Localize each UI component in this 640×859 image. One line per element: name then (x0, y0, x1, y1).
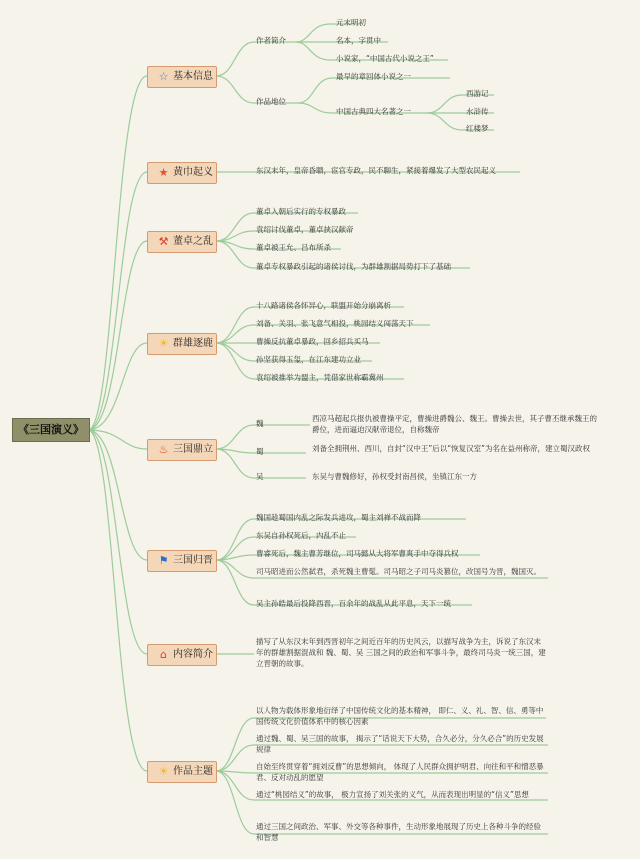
leaf-text: 吴主孙皓最后投降西晋，百余年的战乱从此平息，天下一统 (256, 599, 451, 608)
leaf-text: 东吴自孙权死后，内乱不止 (256, 531, 346, 540)
node-wei: 魏 (256, 419, 264, 428)
tools-icon: ⚒ (158, 235, 169, 248)
branch-unification (147, 550, 217, 572)
branch-label: 基本信息 (173, 71, 213, 82)
branch-yellow-turban (147, 162, 217, 184)
flag-icon: ⚑ (158, 554, 169, 567)
leaf-text: 刘备全拥荆州、西川，自封“汉中王”后以“恢复汉室”为名在益州称帝，建立蜀汉政权 (312, 444, 591, 453)
branch-basic-info (147, 66, 217, 88)
leaf-text: 西凉马超起兵报仇被曹操平定，曹操进爵魏公、魏王。曹操去世，其子曹丕继承魏王的爵位，进而逼迫汉献帝退位，自称魏帝 (312, 414, 597, 434)
leaf-text: 最早的章回体小说之一 (336, 72, 411, 81)
branch-dong-zhuo (147, 231, 217, 253)
leaf-text: 通过“桃园结义”的故事， 极力宣扬了刘关张的义气，从而表现出明显的“信义”思想 (256, 790, 529, 799)
fire-icon: ♨ (158, 443, 169, 456)
branch-label: 三国鼎立 (173, 444, 213, 455)
leaf-text: 十八路诸侯各怀异心，联盟开始分崩离析 (256, 301, 391, 310)
sun-icon: ☀ (158, 337, 169, 350)
node-shu: 蜀 (256, 447, 264, 456)
leaf-text: 董卓被王允、吕布所杀 (256, 243, 331, 252)
leaf-text: 红楼梦 (466, 124, 489, 133)
leaf-text: 西游记 (466, 89, 489, 98)
leaf-text: 董卓专权暴政引起的诸侯讨伐，为群雄割据局势打下了基础 (256, 262, 451, 271)
leaf-text: 通过三国之间政治、军事、外交等各种事件，生动形象地展现了历史上各种斗争的经验和智慧 (256, 822, 541, 842)
leaf-text: 刘备、关羽、张飞意气相投，桃园结义闯荡天下 (256, 319, 414, 328)
branch-label: 董卓之乱 (173, 236, 213, 247)
leaf-text: 袁绍讨伐董卓，董卓挟汉献帝 (256, 225, 354, 234)
leaf-text: 曹操反抗董卓暴政，回乡招兵买马 (256, 337, 369, 346)
leaf-text: 东汉末年，皇帝昏聩，宦官专政，民不聊生，紧接着爆发了大型农民起义 (256, 166, 496, 175)
leaf-text: 自始至终贯穿着“拥刘反曹”的思想倾向， 体现了人民群众拥护明君、向往和平和憎恶暴君、反对动乱的愿望 (256, 762, 544, 782)
branch-label: 内容简介 (173, 649, 213, 660)
leaf-text: 小说家，“中国古代小说之王” (336, 54, 434, 63)
branch-three-kingdoms (147, 439, 217, 461)
branch-label: 作品主题 (173, 766, 213, 777)
leaf-text: 描写了从东汉末年到西晋初年之间近百年的历史风云，以描写战争为主，诉说了东汉末年的群雄割据混战和 魏、蜀、吴 三国之间的政治和军事斗争，最终司马炎一统三国，建立晋朝的故事。 (256, 637, 546, 668)
house-icon: ⌂ (160, 648, 167, 661)
sun-icon: ☀ (158, 765, 169, 778)
node-work-status: 作品地位 (256, 97, 286, 106)
branch-warlords (147, 333, 217, 355)
leaf-text: 魏国趁蜀国内乱之际发兵进攻，蜀主刘禅不战而降 (256, 513, 421, 522)
node-wu: 吴 (256, 472, 264, 481)
leaf-text: 名本，字贯中 (336, 36, 381, 45)
branch-label: 三国归晋 (173, 555, 213, 566)
star-solid-icon: ★ (158, 166, 169, 179)
branch-label: 群雄逐鹿 (173, 338, 213, 349)
leaf-text: 以人物为载体形象地衍绎了中国传统文化的基本精神， 即仁、义、礼、智、信、勇等中国传统文化价值体系中的核心因素 (256, 706, 544, 726)
branch-label: 黄巾起义 (173, 167, 213, 178)
leaf-text: 东吴与曹魏修好，孙权受封南昌侯，坐镇江东一方 (312, 472, 477, 481)
branch-theme (147, 761, 217, 783)
root-node: 《三国演义》 (12, 418, 90, 442)
leaf-text: 元末明初 (336, 18, 366, 27)
leaf-text: 袁绍被推举为盟主，凭借家世称霸冀州 (256, 373, 384, 382)
leaf-text: 曹睿死后，魏主曹芳继位，司马懿从大将军曹爽手中夺得兵权 (256, 549, 459, 558)
leaf-text: 董卓入朝后实行的专权暴政 (256, 207, 346, 216)
node-author-intro: 作者简介 (256, 36, 286, 45)
leaf-text: 孙坚获得玉玺，在江东建功立业 (256, 355, 361, 364)
star-outline-icon: ☆ (158, 70, 169, 83)
leaf-text: 通过魏、蜀、吴三国的故事， 揭示了“话说天下大势，合久必分，分久必合”的历史发展规律 (256, 734, 544, 754)
leaf-text: 水浒传 (466, 107, 489, 116)
leaf-text: 司马昭进而公然弑君，杀死魏主曹髦。司马昭之子司马炎篡位，改国号为晋，魏国灭。 (256, 567, 541, 576)
node-four-classics: 中国古典四大名著之一 (336, 107, 411, 116)
branch-summary (147, 644, 217, 666)
